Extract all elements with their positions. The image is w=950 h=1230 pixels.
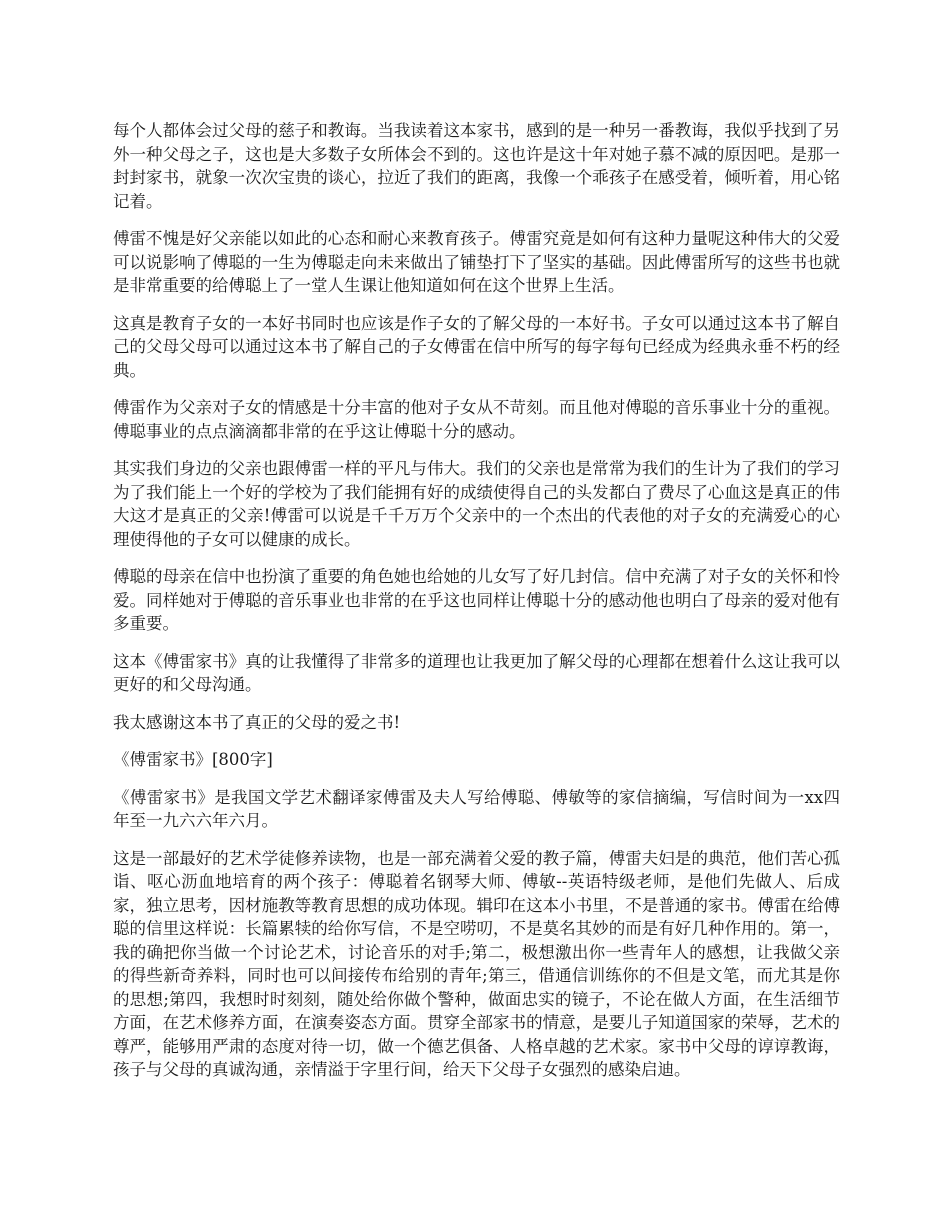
paragraph: 傅聪的母亲在信中也扮演了重要的角色她也给她的儿女写了好几封信。信中充满了对子女的关怀和怜爱。同样她对于傅聪的音乐事业也非常的在乎这也同样让傅聪十分的感动他也明白了母亲的爱对他有多重要。 (113, 567, 840, 633)
paragraph: 这是一部最好的艺术学徒修养读物，也是一部充满着父爱的教子篇，傅雷夫妇是的典范，他们苦心孤诣、呕心沥血地培育的两个孩子：傅聪着名钢琴大师、傅敏--英语特级老师，是他们先做人、后成家，独立思考，因材施教等教育思想的成功体现。辑印在这本小书里，不是普通的家书。傅雷在给傅聪的信里这样说：长篇累犊的给你写信，不是空唠叨，不是莫名其妙的而是有好几种作用的。第一，我的确把你当做一个讨论艺术，讨论音乐的对手;第二，极想激出你一些青年人的感想，让我做父亲的得些新奇养料，同时也可以间接传布给别的青年;第三，借通信训练你的不但是文笔，而尤其是你的思想;第四，我想时时刻刻，随处给你做个警种，做面忠实的镜子，不论在做人方面，在生活细节方面，在艺术修养方面，在演奏姿态方面。贯穿全部家书的情意，是要儿子知道国家的荣辱，艺术的尊严，能够用严肃的态度对待一切，做一个德艺俱备、人格卓越的艺术家。家书中父母的谆谆教诲，孩子与父母的真诚沟通，亲情溢于字里行间，给天下父母子女强烈的感染启迪。 (113, 848, 840, 1079)
paragraph: 傅雷作为父亲对子女的情感是十分丰富的他对子女从不苛刻。而且他对傅聪的音乐事业十分的重视。傅聪事业的点点滴滴都非常的在乎这让傅聪十分的感动。 (113, 398, 840, 441)
paragraph: 傅雷不愧是好父亲能以如此的心态和耐心来教育孩子。傅雷究竟是如何有这种力量呢这种伟大的父爱可以说影响了傅聪的一生为傅聪走向未来做出了铺垫打下了坚实的基础。因此傅雷所写的这些书也就是非常重要的给傅聪上了一堂人生课让他知道如何在这个世界上生活。 (113, 229, 840, 295)
paragraph: 我太感谢这本书了真正的父母的爱之书! (113, 712, 401, 732)
document-body (113, 119, 840, 1096)
paragraph: 《傅雷家书》是我国文学艺术翻译家傅雷及夫人写给傅聪、傅敏等的家信摘编，写信时间为一xx四年至一九六六年六月。 (113, 787, 840, 830)
section-heading: 《傅雷家书》[800字] (113, 750, 273, 769)
paragraph: 每个人都体会过父母的慈子和教诲。当我读着这本家书，感到的是一种另一番教诲，我似乎找到了另外一种父母之子，这也是大多数子女所体会不到的。这也许是这十年对她子慕不减的原因吧。是那一封封家书，就象一次次宝贵的谈心，拉近了我们的距离，我像一个乖孩子在感受着，倾听着，用心铭记着。 (113, 121, 840, 211)
paragraph: 这本《傅雷家书》真的让我懂得了非常多的道理也让我更加了解父母的心理都在想着什么这让我可以更好的和父母沟通。 (113, 651, 840, 694)
paragraph: 其实我们身边的父亲也跟傅雷一样的平凡与伟大。我们的父亲也是常常为我们的生计为了我们的学习为了我们能上一个好的学校为了我们能拥有好的成绩使得自己的头发都白了费尽了心血这是真正的伟大这才是真正的父亲!傅雷可以说是千千万万个父亲中的一个杰出的代表他的对子女的充满爱心的心理使得他的子女可以健康的成长。 (113, 459, 840, 549)
paragraph: 这真是教育子女的一本好书同时也应该是作子女的了解父母的一本好书。子女可以通过这本书了解自己的父母父母可以通过这本书了解自己的子女傅雷在信中所写的每字每句已经成为经典永垂不朽的经典。 (113, 313, 840, 380)
